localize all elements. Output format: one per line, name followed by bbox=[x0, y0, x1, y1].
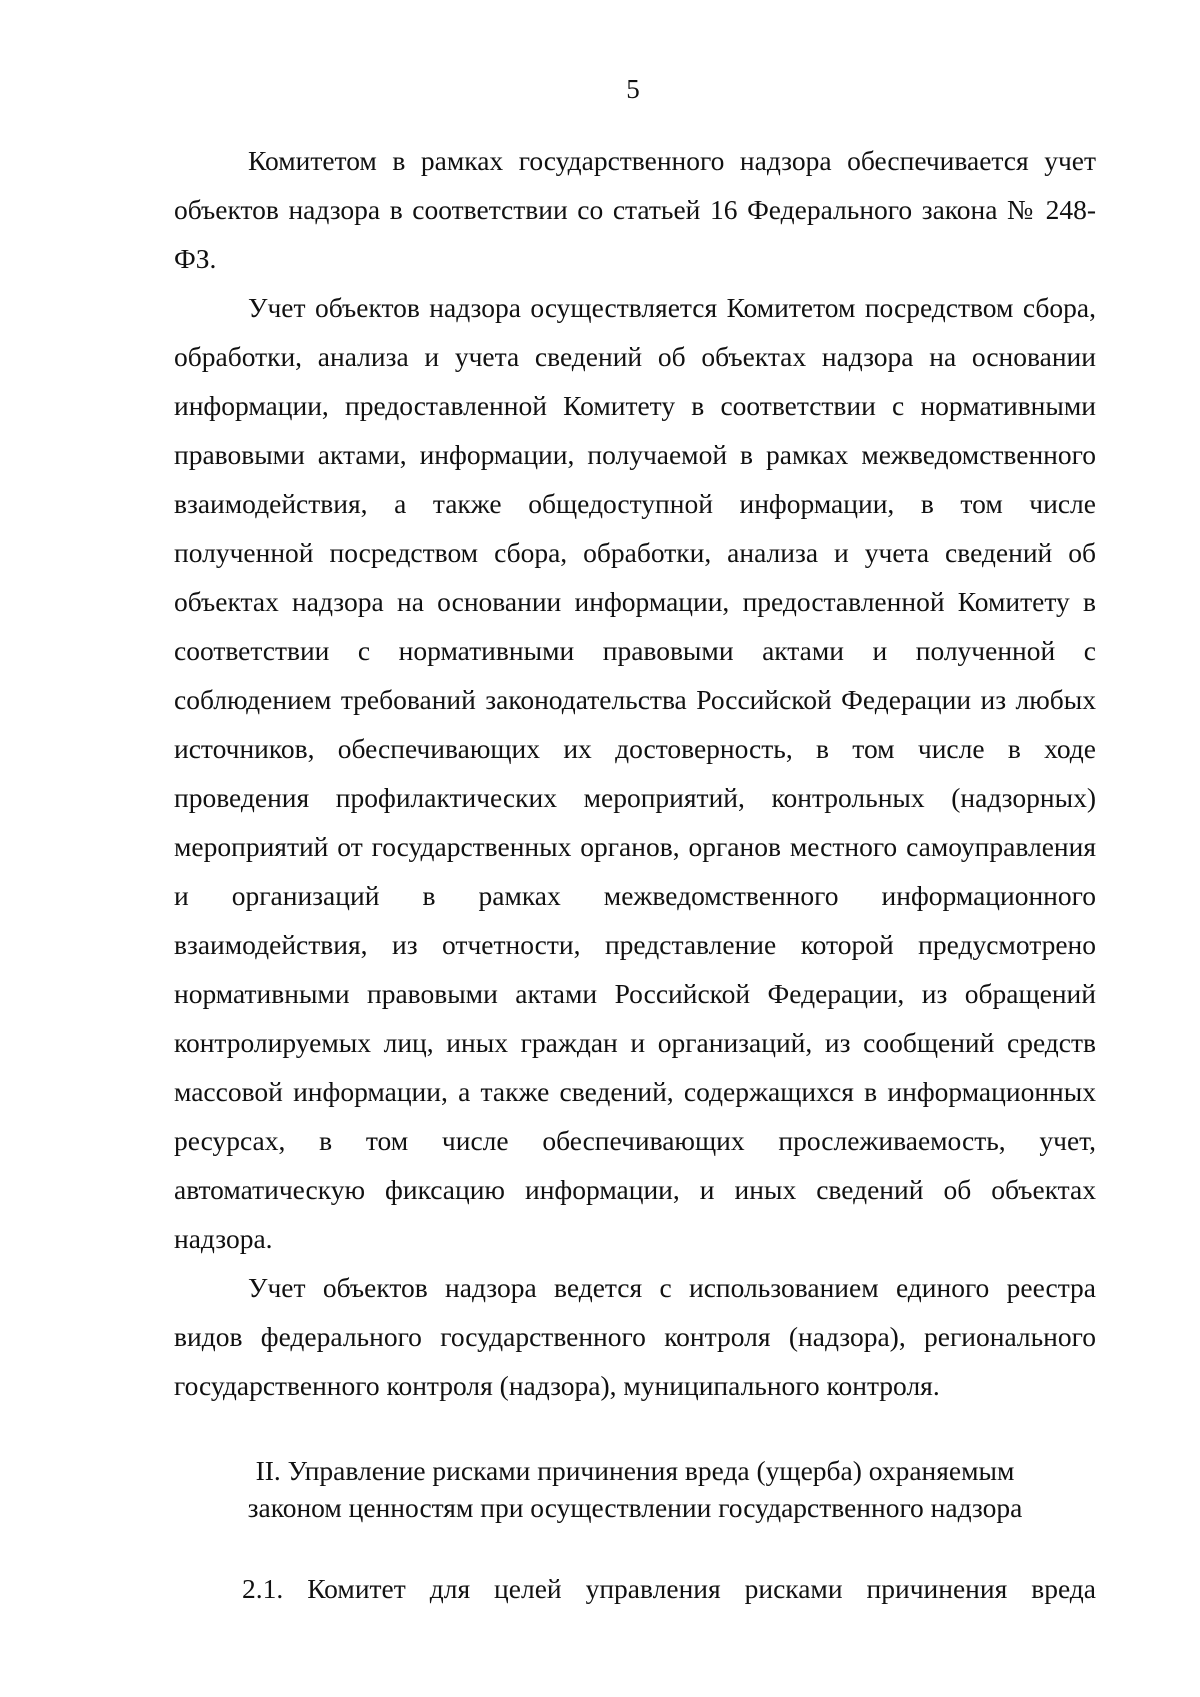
subparagraph-2-1: 2.1. Комитет для целей управления рисками причинения вреда bbox=[242, 1573, 1096, 1604]
paragraph-registration-procedure: Учет объектов надзора осуществляется Комитетом посредством сбора, обработки, анализа и учета сведений об объектах надзора на основании информации, предоставленной Комитету в соответствии с нормативными правовыми актами, информации, получаемой в рамках межведомственного взаимодействия, а также общедоступной информации, в том числе полученной посредством сбора, обработки, анализа и учета сведений об объектах надзора на основании информации, предоставленной Комитету в соответствии с нормативными правовыми актами и полученной с соблюдением требований законодательства Российской Федерации из любых источников, обеспечивающих их достоверность, в том числе в ходе проведения профилактических мероприятий, контрольных (надзорных) мероприятий от государственных органов, органов местного самоуправления и организаций в рамках межведомственного информационного взаимодействия, из отчетности, представление которой предусмотрено нормативными правовыми актами Российской Федерации, из обращений контролируемых лиц, иных граждан и организаций, из сообщений средств массовой информации, а также сведений, содержащихся в информационных ресурсах, в том числе обеспечивающих прослеживаемость, учет, автоматическую фиксацию информации, и иных сведений об объектах надзора. bbox=[174, 292, 1096, 1254]
page-number: 5 bbox=[626, 74, 640, 104]
paragraph-unified-registry: Учет объектов надзора ведется с использованием единого реестра видов федерального государственного контроля (надзора), регионального государственного контроля (надзора), муниципального контроля. bbox=[174, 1272, 1096, 1401]
paragraph-object-registration: Комитетом в рамках государственного надзора обеспечивается учет объектов надзора в соответствии со статьей 16 Федерального закона № 248-ФЗ. bbox=[174, 145, 1096, 274]
section-heading-line-2: законом ценностям при осуществлении государственного надзора bbox=[247, 1492, 1023, 1523]
section-heading-line-1: II. Управление рисками причинения вреда (ущерба) охраняемым bbox=[255, 1455, 1015, 1486]
section-heading bbox=[174, 1452, 1096, 1526]
document-body bbox=[174, 136, 1096, 1613]
